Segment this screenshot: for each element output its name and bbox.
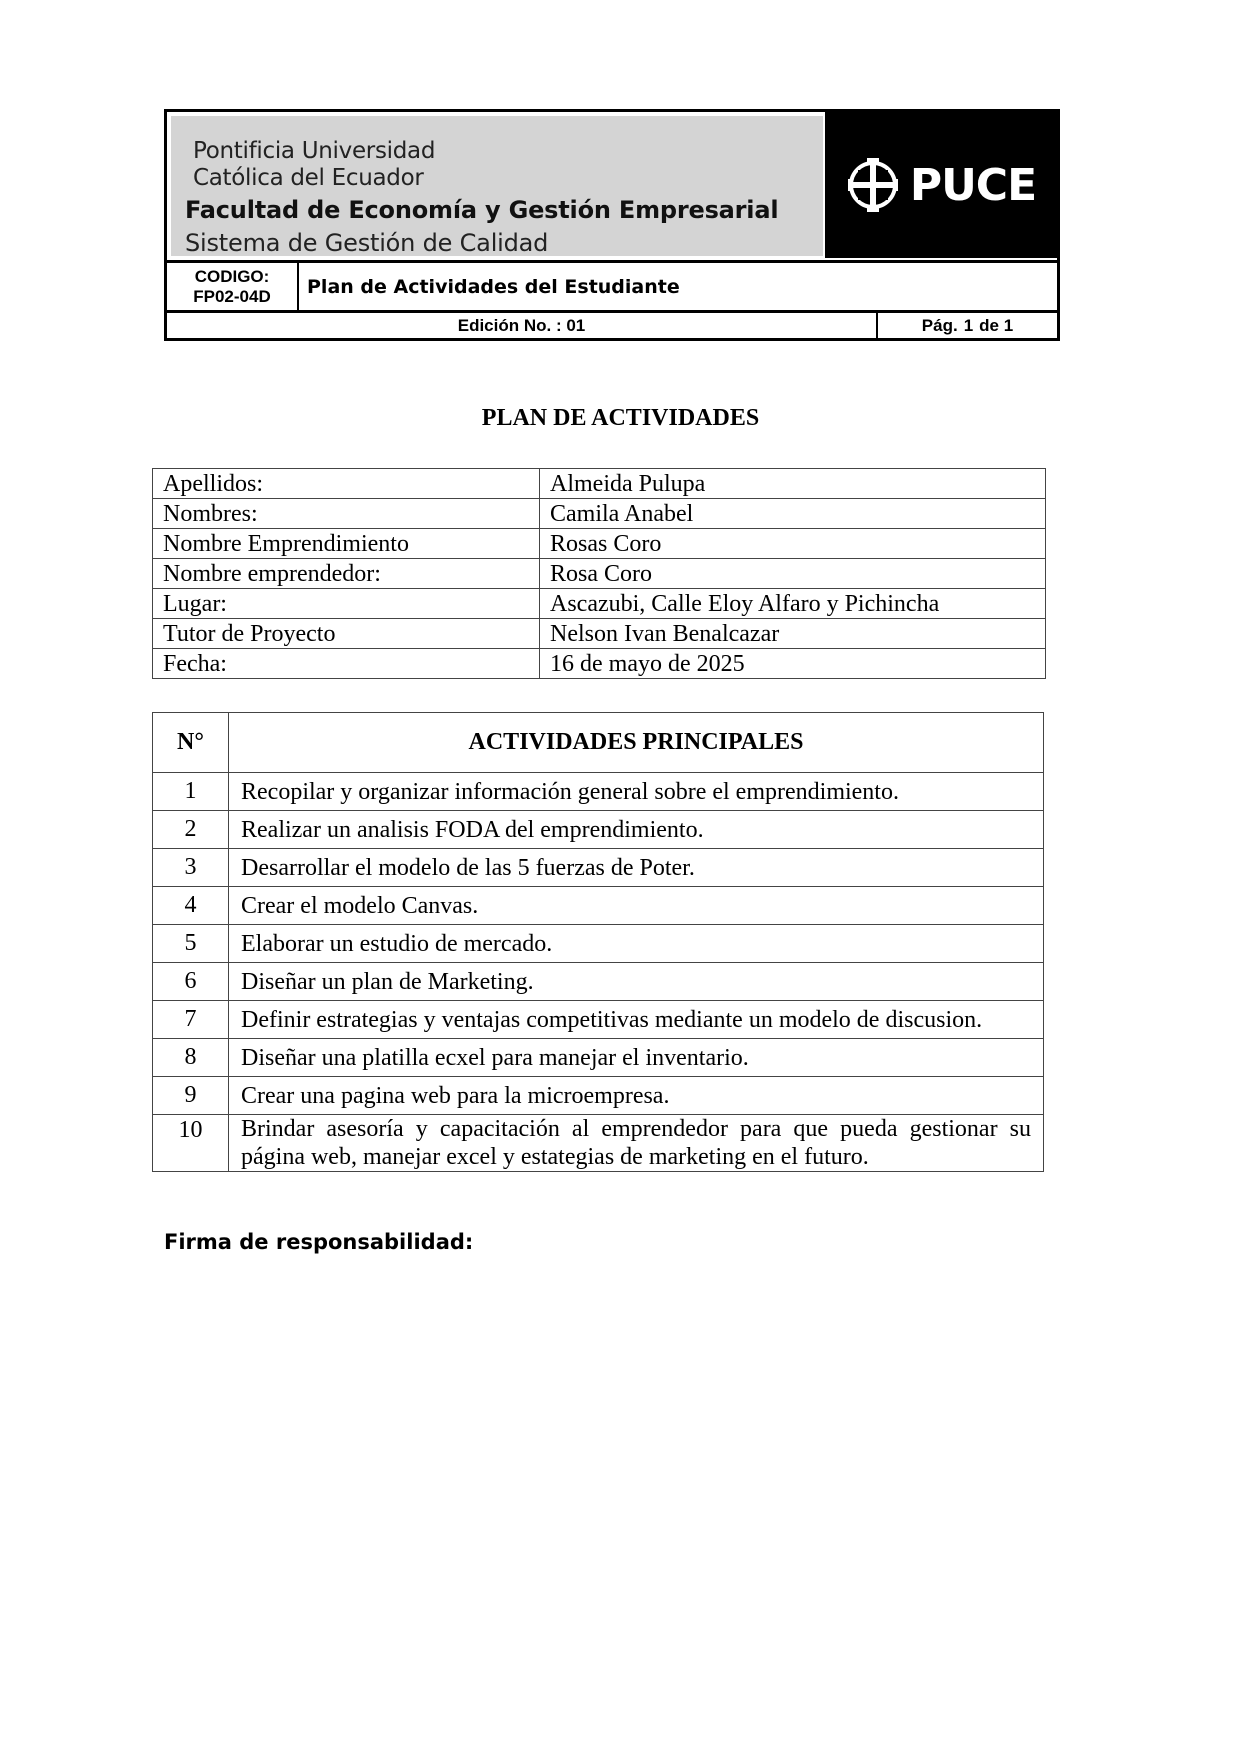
info-label: Apellidos: bbox=[153, 469, 540, 499]
table-row bbox=[153, 1039, 1044, 1077]
info-value: Camila Anabel bbox=[540, 499, 1046, 529]
university-name-line2: Católica del Ecuador bbox=[193, 165, 424, 191]
table-row bbox=[153, 773, 1044, 811]
table-row bbox=[153, 649, 1046, 679]
column-header-number: N° bbox=[153, 713, 229, 773]
logo-text: PUCE bbox=[909, 159, 1037, 211]
table-header-row bbox=[153, 713, 1044, 773]
activity-number: 4 bbox=[153, 887, 229, 925]
page-total: de 1 bbox=[979, 315, 1014, 335]
info-label: Lugar: bbox=[153, 589, 540, 619]
activity-text: Elaborar un estudio de mercado. bbox=[229, 925, 1044, 963]
info-value: Rosa Coro bbox=[540, 559, 1046, 589]
table-row bbox=[153, 849, 1044, 887]
table-row bbox=[153, 589, 1046, 619]
logo-block bbox=[825, 112, 1057, 258]
table-row bbox=[153, 559, 1046, 589]
activity-number: 8 bbox=[153, 1039, 229, 1077]
activity-text: Desarrollar el modelo de las 5 fuerzas de Poter. bbox=[229, 849, 1044, 887]
table-row bbox=[153, 1077, 1044, 1115]
table-row bbox=[153, 811, 1044, 849]
activity-text: Definir estrategias y ventajas competitivas mediante un modelo de discusion. bbox=[229, 1001, 1044, 1039]
quality-system-name: Sistema de Gestión de Calidad bbox=[185, 229, 549, 257]
activity-number: 2 bbox=[153, 811, 229, 849]
code-value: FP02-04D bbox=[193, 286, 271, 306]
table-row bbox=[153, 925, 1044, 963]
faculty-name: Facultad de Economía y Gestión Empresarial bbox=[185, 196, 779, 224]
form-code-row bbox=[167, 260, 1057, 310]
edition-row bbox=[167, 310, 1057, 338]
info-value: Nelson Ivan Benalcazar bbox=[540, 619, 1046, 649]
form-title: Plan de Actividades del Estudiante bbox=[307, 275, 680, 298]
code-label: CODIGO: bbox=[194, 266, 270, 286]
cross-emblem-icon bbox=[846, 156, 900, 214]
activity-text: Brindar asesoría y capacitación al emprendedor para que pueda gestionar su página web, manejar excel y estategias de marketing en el futuro. bbox=[229, 1115, 1044, 1172]
column-header-activities: ACTIVIDADES PRINCIPALES bbox=[229, 713, 1044, 773]
info-label: Nombre Emprendimiento bbox=[153, 529, 540, 559]
info-label: Fecha: bbox=[153, 649, 540, 679]
activity-text: Recopilar y organizar información general sobre el emprendimiento. bbox=[229, 773, 1044, 811]
activity-number: 6 bbox=[153, 963, 229, 1001]
activity-text: Crear el modelo Canvas. bbox=[229, 887, 1044, 925]
activity-text: Diseñar una platilla ecxel para manejar el inventario. bbox=[229, 1039, 1044, 1077]
page-number: 1 bbox=[963, 315, 974, 335]
info-value: Ascazubi, Calle Eloy Alfaro y Pichincha bbox=[540, 589, 1046, 619]
document-title: PLAN DE ACTIVIDADES bbox=[481, 405, 760, 431]
edition-number: Edición No. : 01 bbox=[167, 313, 878, 338]
activity-text: Realizar un analisis FODA del emprendimiento. bbox=[229, 811, 1044, 849]
page-label: Pág. bbox=[921, 315, 958, 335]
info-value: Rosas Coro bbox=[540, 529, 1046, 559]
info-value: Almeida Pulupa bbox=[540, 469, 1046, 499]
student-info-table bbox=[152, 468, 1046, 679]
page-indicator bbox=[878, 313, 1057, 338]
activity-text: Crear una pagina web para la microempresa. bbox=[229, 1077, 1044, 1115]
activities-table bbox=[152, 712, 1044, 1172]
table-row bbox=[153, 963, 1044, 1001]
activity-number: 7 bbox=[153, 1001, 229, 1039]
table-row bbox=[153, 1115, 1044, 1172]
form-code-cell bbox=[167, 263, 299, 310]
activity-number: 10 bbox=[153, 1115, 229, 1172]
info-label: Nombres: bbox=[153, 499, 540, 529]
table-row bbox=[153, 619, 1046, 649]
table-row bbox=[153, 1001, 1044, 1039]
activity-number: 3 bbox=[153, 849, 229, 887]
activity-number: 1 bbox=[153, 773, 229, 811]
info-label: Nombre emprendedor: bbox=[153, 559, 540, 589]
university-name-line1: Pontificia Universidad bbox=[193, 138, 436, 164]
activity-number: 9 bbox=[153, 1077, 229, 1115]
activity-number: 5 bbox=[153, 925, 229, 963]
table-row bbox=[153, 469, 1046, 499]
table-row bbox=[153, 499, 1046, 529]
info-label: Tutor de Proyecto bbox=[153, 619, 540, 649]
signature-label: Firma de responsabilidad: bbox=[164, 1230, 474, 1254]
activity-text: Diseñar un plan de Marketing. bbox=[229, 963, 1044, 1001]
table-row bbox=[153, 529, 1046, 559]
puce-logo bbox=[846, 156, 1036, 214]
document-header bbox=[164, 109, 1060, 341]
info-value: 16 de mayo de 2025 bbox=[540, 649, 1046, 679]
table-row bbox=[153, 887, 1044, 925]
institution-block bbox=[171, 116, 823, 256]
